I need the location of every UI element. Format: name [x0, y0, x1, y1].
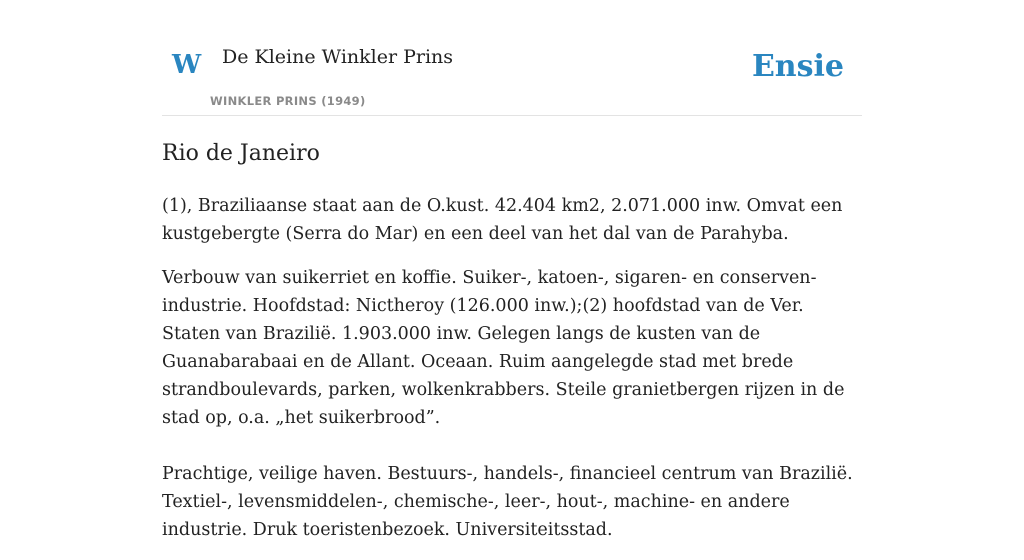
book-subtitle: WINKLER PRINS (1949) [210, 94, 366, 108]
article-paragraph: (1), Braziliaanse staat aan de O.kust. 42.404 km2, 2.071.000 inw. Omvat een kustgebergte (Serra do Mar) en een deel van het dal van de Parahyba. [162, 196, 843, 244]
article [162, 138, 862, 560]
article-title: Rio de Janeiro [162, 141, 320, 166]
article-paragraph: Prachtige, veilige haven. Bestuurs-, handels-, financieel centrum van Brazilië. Textiel-, levensmiddelen-, chemische-, leer-, hout-, machine- en andere industrie. Druk toeristenbezoek. Universiteitsstad. [162, 464, 853, 540]
winkler-prins-logo[interactable]: W [172, 50, 202, 80]
site-header [162, 0, 862, 116]
book-title[interactable]: De Kleine Winkler Prins [222, 46, 454, 68]
ensie-logo[interactable]: Ensie [751, 49, 844, 84]
article-paragraph: Verbouw van suikerriet en koffie. Suiker-, katoen-, sigaren- en conserven-industrie. Hoofdstad: Nictheroy (126.000 inw.);(2) hoofdstad van de Ver. Staten van Brazilië. 1.903.000 inw. Gelegen langs de kusten van de Guanabarabaai en de Allant. Oceaan. Ruim aangelegde stad met brede strandboulevards, parken, wolkenkrabbers. Steile granietbergen rijzen in de stad op, o.a. „het suikerbrood”. [162, 268, 845, 428]
